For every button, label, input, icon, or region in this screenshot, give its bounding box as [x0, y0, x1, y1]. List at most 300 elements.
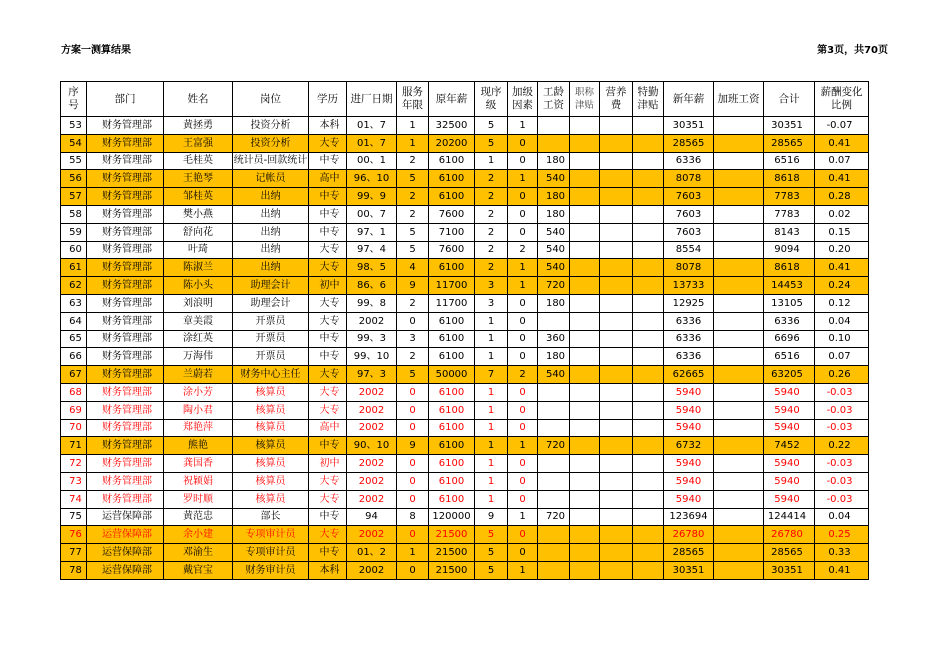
table-cell[interactable]: 大专 [309, 134, 347, 152]
table-cell[interactable] [600, 526, 633, 544]
table-cell[interactable]: 核算员 [233, 401, 309, 419]
table-cell[interactable]: 54 [61, 134, 87, 152]
table-cell[interactable]: 0.41 [815, 561, 869, 579]
table-cell[interactable]: 财务管理部 [87, 277, 164, 295]
table-cell[interactable]: 6100 [429, 170, 475, 188]
table-cell[interactable]: 9 [475, 508, 508, 526]
table-cell[interactable]: 2002 [347, 526, 397, 544]
table-cell[interactable] [714, 134, 764, 152]
table-cell[interactable]: 0 [508, 348, 538, 366]
table-cell[interactable]: 助理会计 [233, 277, 309, 295]
table-cell[interactable]: 祝颖娟 [164, 472, 233, 490]
table-cell[interactable]: 7600 [429, 205, 475, 223]
table-cell[interactable] [633, 205, 664, 223]
table-cell[interactable]: 66 [61, 348, 87, 366]
table-cell[interactable]: 60 [61, 241, 87, 259]
table-cell[interactable]: 余小建 [164, 526, 233, 544]
table-cell[interactable]: 720 [538, 277, 570, 295]
table-cell[interactable]: 财务管理部 [87, 366, 164, 384]
table-cell[interactable] [570, 383, 600, 401]
table-cell[interactable] [633, 401, 664, 419]
table-cell[interactable]: 财务中心主任 [233, 366, 309, 384]
table-cell[interactable]: 0 [397, 472, 429, 490]
table-cell[interactable]: 28565 [664, 544, 714, 562]
table-cell[interactable]: 陈小头 [164, 277, 233, 295]
table-cell[interactable]: 6100 [429, 330, 475, 348]
table-cell[interactable]: 1 [475, 401, 508, 419]
table-cell[interactable]: 0 [397, 312, 429, 330]
table-cell[interactable]: 5940 [764, 472, 815, 490]
table-cell[interactable]: 0 [508, 544, 538, 562]
table-cell[interactable]: 180 [538, 152, 570, 170]
table-cell[interactable]: 5 [475, 561, 508, 579]
table-cell[interactable]: 财务管理部 [87, 241, 164, 259]
table-cell[interactable]: 投资分析 [233, 134, 309, 152]
table-cell[interactable] [633, 419, 664, 437]
table-cell[interactable]: 开票员 [233, 348, 309, 366]
table-cell[interactable]: 戴官宝 [164, 561, 233, 579]
table-cell[interactable]: 8554 [664, 241, 714, 259]
table-cell[interactable]: 0 [508, 490, 538, 508]
table-cell[interactable]: 28565 [664, 134, 714, 152]
table-cell[interactable]: 62665 [664, 366, 714, 384]
table-cell[interactable]: 0 [397, 419, 429, 437]
table-cell[interactable]: 540 [538, 223, 570, 241]
table-cell[interactable]: 0.28 [815, 188, 869, 206]
table-cell[interactable]: 财务审计员 [233, 561, 309, 579]
table-cell[interactable]: 2 [475, 170, 508, 188]
table-cell[interactable]: 0.04 [815, 312, 869, 330]
table-cell[interactable] [714, 383, 764, 401]
table-cell[interactable]: 2002 [347, 383, 397, 401]
table-cell[interactable]: 6336 [764, 312, 815, 330]
table-cell[interactable] [714, 348, 764, 366]
table-cell[interactable]: 0.25 [815, 526, 869, 544]
table-cell[interactable]: 99、8 [347, 294, 397, 312]
table-cell[interactable]: 中专 [309, 188, 347, 206]
table-cell[interactable]: 70 [61, 419, 87, 437]
table-cell[interactable]: 7600 [429, 241, 475, 259]
table-cell[interactable]: 1 [508, 117, 538, 135]
table-cell[interactable]: 1 [508, 170, 538, 188]
table-cell[interactable] [538, 455, 570, 473]
table-cell[interactable]: 63205 [764, 366, 815, 384]
table-cell[interactable]: 大专 [309, 294, 347, 312]
table-cell[interactable]: 26780 [664, 526, 714, 544]
table-cell[interactable]: 7603 [664, 223, 714, 241]
table-cell[interactable]: 61 [61, 259, 87, 277]
table-cell[interactable]: 9 [397, 277, 429, 295]
table-cell[interactable]: 核算员 [233, 437, 309, 455]
table-cell[interactable]: 0 [397, 526, 429, 544]
table-cell[interactable]: 专项审计员 [233, 544, 309, 562]
table-cell[interactable]: 64 [61, 312, 87, 330]
table-cell[interactable]: 20200 [429, 134, 475, 152]
table-cell[interactable]: 0.07 [815, 152, 869, 170]
table-cell[interactable]: 罗时顺 [164, 490, 233, 508]
table-cell[interactable]: 财务管理部 [87, 419, 164, 437]
table-cell[interactable] [633, 472, 664, 490]
table-cell[interactable]: 1 [508, 277, 538, 295]
table-cell[interactable]: 出纳 [233, 223, 309, 241]
table-cell[interactable]: 2 [508, 241, 538, 259]
table-cell[interactable]: -0.07 [815, 117, 869, 135]
table-cell[interactable]: 专项审计员 [233, 526, 309, 544]
table-cell[interactable]: 0.41 [815, 170, 869, 188]
table-cell[interactable]: 财务管理部 [87, 348, 164, 366]
table-cell[interactable]: 7 [475, 366, 508, 384]
table-cell[interactable]: 章美霞 [164, 312, 233, 330]
table-cell[interactable] [570, 330, 600, 348]
table-cell[interactable] [600, 223, 633, 241]
table-cell[interactable]: 8 [397, 508, 429, 526]
table-cell[interactable] [600, 134, 633, 152]
table-cell[interactable]: 78 [61, 561, 87, 579]
table-cell[interactable] [714, 241, 764, 259]
table-cell[interactable]: 助理会计 [233, 294, 309, 312]
table-cell[interactable]: 6336 [664, 312, 714, 330]
table-cell[interactable]: 中专 [309, 508, 347, 526]
table-cell[interactable] [633, 277, 664, 295]
table-cell[interactable]: 1 [475, 152, 508, 170]
table-cell[interactable] [633, 223, 664, 241]
table-cell[interactable]: 财务管理部 [87, 294, 164, 312]
table-cell[interactable] [633, 437, 664, 455]
table-cell[interactable]: 0.26 [815, 366, 869, 384]
table-cell[interactable]: 11700 [429, 277, 475, 295]
table-cell[interactable]: 7783 [764, 205, 815, 223]
table-cell[interactable] [570, 170, 600, 188]
table-cell[interactable] [714, 561, 764, 579]
table-cell[interactable]: 01、7 [347, 117, 397, 135]
table-cell[interactable]: 1 [475, 348, 508, 366]
table-cell[interactable]: 4 [397, 259, 429, 277]
table-cell[interactable]: 0 [397, 561, 429, 579]
table-cell[interactable]: 21500 [429, 544, 475, 562]
table-cell[interactable] [600, 419, 633, 437]
table-cell[interactable] [570, 223, 600, 241]
table-cell[interactable] [633, 170, 664, 188]
table-cell[interactable]: 5940 [764, 383, 815, 401]
table-cell[interactable]: 720 [538, 508, 570, 526]
table-cell[interactable] [714, 205, 764, 223]
table-cell[interactable]: 97、4 [347, 241, 397, 259]
table-cell[interactable]: 1 [475, 455, 508, 473]
table-cell[interactable]: 540 [538, 366, 570, 384]
table-cell[interactable] [570, 152, 600, 170]
table-cell[interactable]: 360 [538, 330, 570, 348]
table-cell[interactable]: 2 [397, 348, 429, 366]
table-cell[interactable]: 0 [397, 455, 429, 473]
table-cell[interactable] [570, 526, 600, 544]
table-cell[interactable] [714, 330, 764, 348]
table-cell[interactable]: 74 [61, 490, 87, 508]
table-cell[interactable]: 核算员 [233, 455, 309, 473]
table-cell[interactable]: 6732 [664, 437, 714, 455]
table-cell[interactable]: 6100 [429, 401, 475, 419]
table-cell[interactable] [570, 490, 600, 508]
table-cell[interactable]: 5 [397, 241, 429, 259]
table-cell[interactable]: 2 [475, 188, 508, 206]
table-cell[interactable] [600, 205, 633, 223]
table-cell[interactable]: 6100 [429, 472, 475, 490]
table-cell[interactable]: 9094 [764, 241, 815, 259]
table-cell[interactable] [538, 472, 570, 490]
table-cell[interactable]: 69 [61, 401, 87, 419]
table-cell[interactable] [570, 277, 600, 295]
table-cell[interactable]: 32500 [429, 117, 475, 135]
table-cell[interactable]: 99、10 [347, 348, 397, 366]
table-cell[interactable]: 2 [397, 188, 429, 206]
table-cell[interactable]: 62 [61, 277, 87, 295]
table-cell[interactable]: 30351 [664, 117, 714, 135]
table-cell[interactable] [633, 561, 664, 579]
table-cell[interactable]: 郑艳萍 [164, 419, 233, 437]
table-cell[interactable] [633, 330, 664, 348]
table-cell[interactable]: 5940 [764, 490, 815, 508]
table-cell[interactable] [600, 401, 633, 419]
table-cell[interactable]: 5940 [664, 472, 714, 490]
table-cell[interactable]: 180 [538, 294, 570, 312]
table-cell[interactable] [714, 401, 764, 419]
table-cell[interactable]: 开票员 [233, 312, 309, 330]
table-cell[interactable]: 樊小燕 [164, 205, 233, 223]
table-cell[interactable]: 5940 [764, 455, 815, 473]
table-cell[interactable]: 统计员-回款统计 [233, 152, 309, 170]
table-cell[interactable]: 财务管理部 [87, 205, 164, 223]
table-cell[interactable]: 中专 [309, 437, 347, 455]
table-cell[interactable] [714, 455, 764, 473]
table-cell[interactable] [538, 561, 570, 579]
table-cell[interactable]: 1 [508, 437, 538, 455]
table-cell[interactable]: 龚国香 [164, 455, 233, 473]
table-cell[interactable]: 0.41 [815, 134, 869, 152]
table-cell[interactable]: 73 [61, 472, 87, 490]
table-cell[interactable]: 运营保障部 [87, 544, 164, 562]
table-cell[interactable]: 0 [508, 526, 538, 544]
table-cell[interactable]: 财务管理部 [87, 117, 164, 135]
table-cell[interactable]: 毛桂英 [164, 152, 233, 170]
table-cell[interactable]: 中专 [309, 205, 347, 223]
table-cell[interactable]: 5940 [664, 490, 714, 508]
table-cell[interactable]: 6100 [429, 312, 475, 330]
table-cell[interactable]: 0.15 [815, 223, 869, 241]
table-cell[interactable]: 55 [61, 152, 87, 170]
table-cell[interactable]: 中专 [309, 330, 347, 348]
table-cell[interactable] [714, 526, 764, 544]
table-cell[interactable]: 初中 [309, 277, 347, 295]
table-cell[interactable]: -0.03 [815, 401, 869, 419]
table-cell[interactable] [570, 419, 600, 437]
table-cell[interactable]: 180 [538, 205, 570, 223]
table-cell[interactable] [714, 508, 764, 526]
table-cell[interactable]: 财务管理部 [87, 455, 164, 473]
table-cell[interactable]: 中专 [309, 152, 347, 170]
table-cell[interactable]: 财务管理部 [87, 188, 164, 206]
table-cell[interactable]: 8143 [764, 223, 815, 241]
table-cell[interactable]: 大专 [309, 490, 347, 508]
table-cell[interactable]: 53 [61, 117, 87, 135]
table-cell[interactable] [633, 294, 664, 312]
table-cell[interactable]: 6100 [429, 419, 475, 437]
table-cell[interactable]: 涂红英 [164, 330, 233, 348]
table-cell[interactable]: 75 [61, 508, 87, 526]
table-cell[interactable] [714, 294, 764, 312]
table-cell[interactable]: 2002 [347, 490, 397, 508]
table-cell[interactable] [633, 455, 664, 473]
table-cell[interactable]: 财务管理部 [87, 383, 164, 401]
table-cell[interactable]: 30351 [764, 561, 815, 579]
table-cell[interactable]: 陈淑兰 [164, 259, 233, 277]
table-cell[interactable]: 大专 [309, 401, 347, 419]
table-cell[interactable]: 5 [397, 170, 429, 188]
table-cell[interactable] [633, 152, 664, 170]
table-cell[interactable]: 5940 [764, 419, 815, 437]
table-cell[interactable]: 59 [61, 223, 87, 241]
table-cell[interactable]: 540 [538, 241, 570, 259]
table-cell[interactable] [538, 526, 570, 544]
table-cell[interactable] [714, 366, 764, 384]
table-cell[interactable]: 1 [475, 437, 508, 455]
table-cell[interactable]: 5 [397, 223, 429, 241]
table-cell[interactable]: 50000 [429, 366, 475, 384]
table-cell[interactable]: 高中 [309, 170, 347, 188]
table-cell[interactable]: 财务管理部 [87, 330, 164, 348]
table-cell[interactable]: 2002 [347, 455, 397, 473]
table-cell[interactable] [633, 508, 664, 526]
table-cell[interactable] [600, 241, 633, 259]
table-cell[interactable] [600, 152, 633, 170]
table-cell[interactable]: 1 [475, 330, 508, 348]
table-cell[interactable]: 5940 [664, 401, 714, 419]
table-cell[interactable]: 中专 [309, 223, 347, 241]
table-cell[interactable]: 7452 [764, 437, 815, 455]
table-cell[interactable]: 00、1 [347, 152, 397, 170]
table-cell[interactable] [538, 312, 570, 330]
table-cell[interactable]: 6100 [429, 348, 475, 366]
table-cell[interactable]: 2 [475, 205, 508, 223]
table-cell[interactable]: 65 [61, 330, 87, 348]
table-cell[interactable] [633, 259, 664, 277]
table-cell[interactable]: 94 [347, 508, 397, 526]
table-cell[interactable] [633, 348, 664, 366]
table-cell[interactable]: 97、1 [347, 223, 397, 241]
table-cell[interactable]: 6336 [664, 348, 714, 366]
table-cell[interactable]: 7783 [764, 188, 815, 206]
table-cell[interactable]: -0.03 [815, 419, 869, 437]
table-cell[interactable] [633, 544, 664, 562]
table-cell[interactable]: 11700 [429, 294, 475, 312]
table-cell[interactable]: 财务管理部 [87, 152, 164, 170]
table-cell[interactable]: 大专 [309, 366, 347, 384]
table-cell[interactable]: 本科 [309, 117, 347, 135]
table-cell[interactable]: 0 [508, 472, 538, 490]
table-cell[interactable] [714, 437, 764, 455]
table-cell[interactable]: 7603 [664, 205, 714, 223]
table-cell[interactable]: 12925 [664, 294, 714, 312]
table-cell[interactable]: 6100 [429, 490, 475, 508]
table-cell[interactable]: 万海伟 [164, 348, 233, 366]
table-cell[interactable]: 28565 [764, 544, 815, 562]
table-cell[interactable]: 6336 [664, 330, 714, 348]
table-cell[interactable] [714, 277, 764, 295]
table-cell[interactable]: 0 [508, 455, 538, 473]
table-cell[interactable]: 56 [61, 170, 87, 188]
table-cell[interactable]: 58 [61, 205, 87, 223]
table-cell[interactable]: 98、5 [347, 259, 397, 277]
table-cell[interactable]: 本科 [309, 561, 347, 579]
table-cell[interactable]: 30351 [664, 561, 714, 579]
table-cell[interactable] [570, 259, 600, 277]
table-cell[interactable]: 核算员 [233, 383, 309, 401]
table-cell[interactable]: 01、7 [347, 134, 397, 152]
table-cell[interactable]: 财务管理部 [87, 312, 164, 330]
table-cell[interactable] [600, 366, 633, 384]
table-cell[interactable] [570, 188, 600, 206]
table-cell[interactable]: 财务管理部 [87, 437, 164, 455]
table-cell[interactable]: 5 [397, 366, 429, 384]
table-cell[interactable]: 财务管理部 [87, 472, 164, 490]
table-cell[interactable]: 00、7 [347, 205, 397, 223]
table-cell[interactable] [633, 312, 664, 330]
table-cell[interactable] [538, 117, 570, 135]
table-cell[interactable]: 2 [397, 152, 429, 170]
table-cell[interactable] [600, 188, 633, 206]
table-cell[interactable] [714, 419, 764, 437]
table-cell[interactable]: 180 [538, 348, 570, 366]
table-cell[interactable]: 5 [475, 526, 508, 544]
table-cell[interactable]: 财务管理部 [87, 134, 164, 152]
table-cell[interactable]: 0.07 [815, 348, 869, 366]
table-cell[interactable] [600, 117, 633, 135]
table-cell[interactable]: 6516 [764, 348, 815, 366]
table-cell[interactable] [714, 223, 764, 241]
table-cell[interactable]: 21500 [429, 561, 475, 579]
table-cell[interactable] [714, 117, 764, 135]
table-cell[interactable]: 3 [397, 330, 429, 348]
table-cell[interactable] [600, 294, 633, 312]
table-cell[interactable]: 2 [508, 366, 538, 384]
table-cell[interactable]: 部长 [233, 508, 309, 526]
table-cell[interactable]: 8078 [664, 259, 714, 277]
table-cell[interactable]: 大专 [309, 241, 347, 259]
table-cell[interactable]: 0 [397, 490, 429, 508]
table-cell[interactable]: 77 [61, 544, 87, 562]
table-cell[interactable]: 72 [61, 455, 87, 473]
table-cell[interactable] [633, 134, 664, 152]
table-cell[interactable] [600, 330, 633, 348]
table-cell[interactable]: 6100 [429, 259, 475, 277]
table-cell[interactable] [538, 490, 570, 508]
table-cell[interactable]: 8078 [664, 170, 714, 188]
table-cell[interactable]: 6100 [429, 437, 475, 455]
table-cell[interactable]: 邹桂英 [164, 188, 233, 206]
table-cell[interactable]: 涂小芳 [164, 383, 233, 401]
table-cell[interactable] [714, 472, 764, 490]
table-cell[interactable]: 71 [61, 437, 87, 455]
table-cell[interactable]: 核算员 [233, 472, 309, 490]
table-cell[interactable] [570, 437, 600, 455]
table-cell[interactable]: 8618 [764, 259, 815, 277]
table-cell[interactable]: 投资分析 [233, 117, 309, 135]
table-cell[interactable]: 1 [508, 259, 538, 277]
table-cell[interactable]: 中专 [309, 348, 347, 366]
table-cell[interactable] [538, 383, 570, 401]
table-cell[interactable]: 86、6 [347, 277, 397, 295]
table-cell[interactable] [570, 366, 600, 384]
table-cell[interactable] [600, 508, 633, 526]
table-cell[interactable]: 3 [475, 294, 508, 312]
